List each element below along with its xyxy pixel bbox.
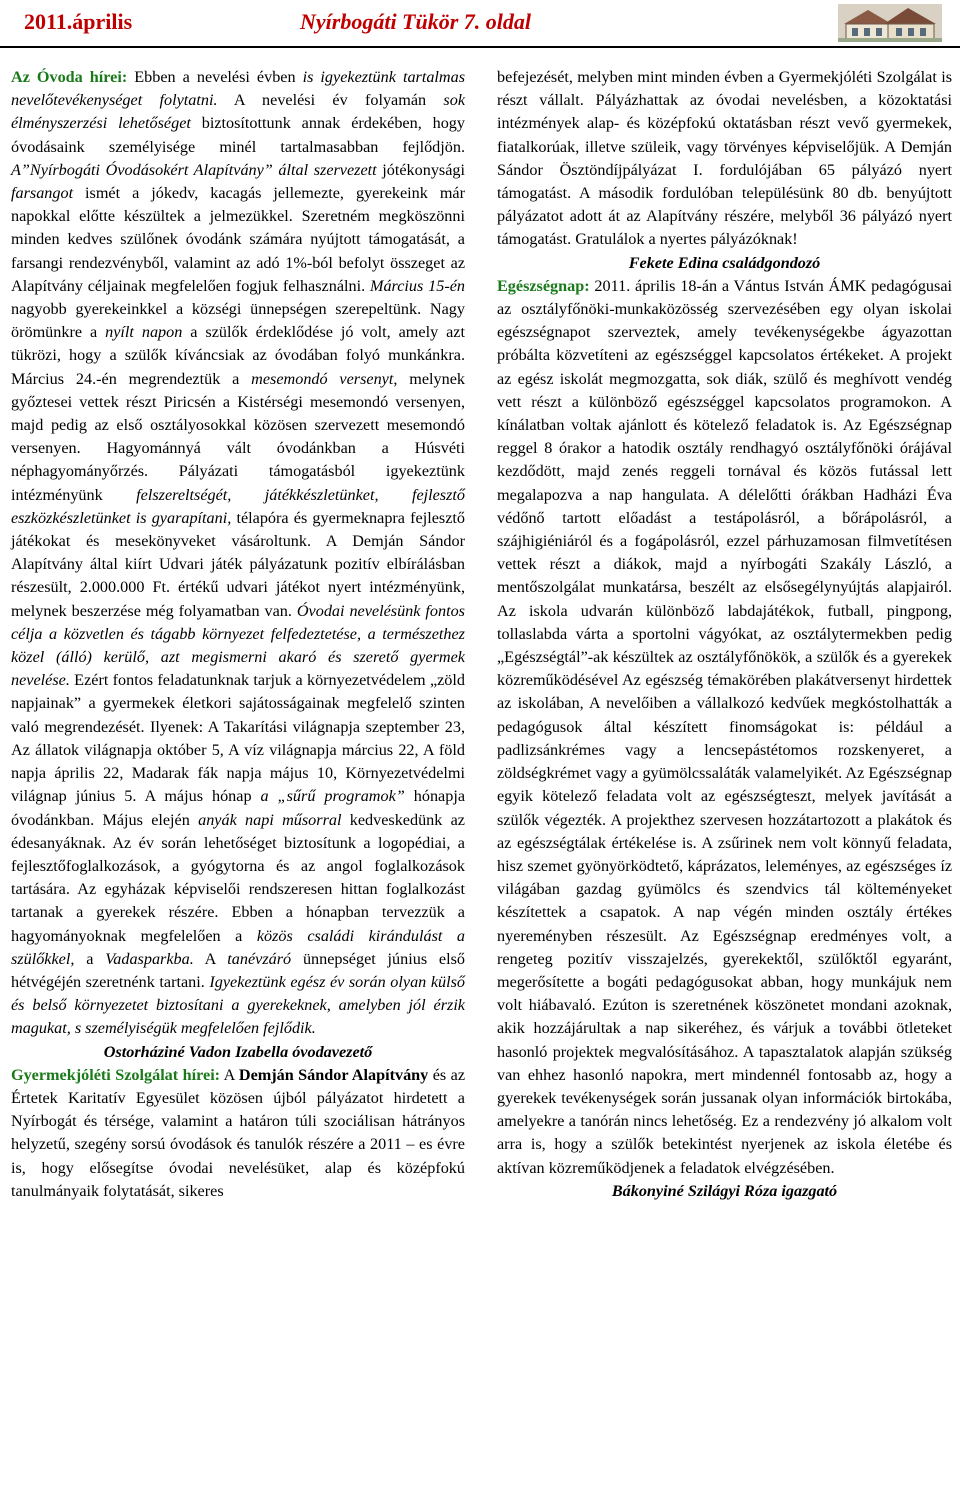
ovoda-text: ünnepséget június első hétvégéjén szeretnénk tartani. <box>11 949 466 991</box>
ovoda-text: mesemondó versenyt <box>251 369 394 388</box>
gyermekjoleti-heading: Gyermekjóléti Szolgálat hírei: <box>11 1065 221 1084</box>
ovoda-text: biztosítottunk annak érdekében, hogy óvodásaink személyisége minél tartalmasabban fejlődjön. <box>11 114 465 156</box>
ovoda-text: a szülők érdeklődése jó volt, amely azt tükrözi, hogy a szülők kíváncsiak az óvodában folyó munkánkra. Március 24.-én megrendeztük a <box>11 323 465 388</box>
right-column <box>497 66 952 1203</box>
ovoda-text: Március 15-én <box>369 276 465 295</box>
gyermekjoleti-continued: befejezését, melyben mint minden évben a Gyermekjóléti Szolgálat is részt vállalt. Pályázhattak az óvodai nevelésben, a közoktatási intézmények alap- és középfokú oktatásban részt vevő gyermekek, fiatalkorúak, illetve szüleik, vagy törvényes képviselőjük. A Demján Sándor Ösztöndíjpályázat I. fordulójában 65 pályázó nyert támogatást. A második fordulóban településünk 80 db. benyújtott pályázatot adott át az Alapítvány részére, melyből 36 pályázó nyert támogatást. Gratulálok a nyertes pályázóknak! <box>497 68 952 249</box>
ovoda-text: , melynek győztesei vettek részt Piricsén a Kistérségi mesemondó versenyen, majd pedig az első osztályosokkal közösen szervezett mesemondó versenyen. Hagyománnyá vált óvodánkban a Húsvéti néphagyományőrzés. Pályázati támogatásból igyekeztünk intézményünk <box>11 369 465 504</box>
egeszsegnap-article <box>497 275 952 1180</box>
ovoda-text: A”Nyírbogáti Óvodásokért Alapítvány” által szervezett <box>11 160 377 179</box>
ovoda-text: A <box>193 949 228 968</box>
ovoda-text: a „sűrű programok” <box>260 787 405 806</box>
ovoda-text: hónapja óvodánkban. Május elején <box>11 787 465 829</box>
ovoda-text: sok élményszerzési lehetőséget <box>11 91 465 133</box>
gyermekjoleti-text: A <box>220 1065 239 1084</box>
header-title: Nyírbogáti Tükör 7. oldal <box>300 9 532 34</box>
egeszsegnap-heading: Egészségnap: <box>497 276 590 295</box>
ovoda-text: a <box>74 949 106 968</box>
ovoda-text: A nevelési év folyamán <box>217 91 444 110</box>
ovoda-text: Vadasparkba. <box>105 949 194 968</box>
egeszsegnap-signature: Bákonyiné Szilágyi Róza igazgató <box>611 1181 838 1200</box>
ovoda-article <box>11 66 465 1041</box>
ovoda-text: Ezért fontos feladatunknak tarjuk a környezetvédelem „zöld napjainak” a gyermekek életkori sajátosságainak megfelelő szinten való megrendezését. Ilyenek: A Takarítási világnapja szeptember 23, Az állatok világnapja október 5, A víz világnapja március 22, A föld napja április 22, Madarak fák napja május 10, Környezetvédelmi világnap június 5. A május hónap <box>11 671 465 806</box>
ovoda-text: Ebben a nevelési évben <box>127 68 303 86</box>
building-logo-icon <box>838 4 942 42</box>
egeszsegnap-text: 2011. április 18-án a Vántus István ÁMK pedagógusai az osztályfőnöki-munkaközösség szervezésében egy olyan iskolai egészségnapot szerveztek, amely tevékenységekbe ágyazottan próbálta közvetíteni az egészséggel kapcsolatos értékeket. A projekt az egész iskolát megmozgatta, sok diák, szülő és meghívott vendég vett részt a különböző egészséggel kapcsolatos programokon. A kínálatban voltak ajánlott és kötelező feladatok is. Az Egészségnap reggel 8 órakor a hatodik osztály rendhagyó osztályfőnöki órájával kezdődött, majd zenés reggeli tornával és közös futással lett megalapozva a nap hangulata. A délelőtti órákban Hadházi Éva védőnő tartott előadást a testápolásról, a bőrápolásról, a szájhigiéniáról és a fogápolásról, ezzel párhuzamosan filmvetítésen vettek részt a diákok, majd a nyírbogáti Szakály László, a mentőszolgálat munkatársa, beszélt az elsősegélynyújtás alapjairól. Az iskola udvarán különböző labdajátékok, futball, pingpong, tollaslabda várta a sportolni vágyókat, az osztálytermekben pedig „Egészségtál”-ak készültek az osztályfőnökök, a szülők és a gyerekek közreműködésével Az egészség témakörében plakátversenyt hirdettek az iskolában, A nevelőiben a vállalkozó kedvűek megkóstolhatták a pedagógusok által készített finomságokat is: például a padlizsánkrémes vagy a lencsepástétomos rozskenyeret, a zöldségkrémet vagy a gyümölcssaláták valamelyikét. Az Egészségnap egyik kötelező feladata volt az egészségteszt, melyek javítását a szülők végezték. A projekthez szervesen hozzátartozott a plakátok és az egészségtálak értékelése is. A zsűrinek nem volt könnyű feladata, hisz szemet gyönyörködtető, káprázatos, leleményes, az egészséges íz világában gazdag gyümölcs és szendvics tál költeményeket készítettek a csapatok. A nap végén minden osztály értékes nyereményben részesült. Az Egészségnap eredményes volt, a rengeteg pozitív visszajelzés, gyerekektől, szülőktől egyaránt, megerősítette a bogáti pedagógusokat abban, hogy munkájuk nem volt hiábavaló. Ezúton is szeretnének köszönetet mondani azoknak, akik hozzájárultak a nap sikeréhez, és várjuk a további ötleteket hasonló projektek megvalósításához. A tapasztalatok alapján szükség van ehhez hasonló napokra, mert mindennél fontosabb az, hogy a gyerekek tevékenységek során jussanak olyan információk birtokába, amelyekre a tanórán nincs lehetőség. Ez a rendezvény jó alkalom volt arra is, hogy a szülők betekintést nyerjenek az iskola életébe és aktívan közreműködjenek a feladatok elvégzésében. <box>497 276 952 1177</box>
header-date: 2011.április <box>24 9 133 34</box>
ovoda-text: Óvodai nevelésünk fontos célja a közvetlen és tágabb környezet felfedeztetése, a természethez közel (álló) kerülő, azt megismerni akaró és szerető gyermek nevelése. <box>11 601 465 690</box>
ovoda-heading: Az Óvoda hírei: <box>11 68 128 86</box>
ovoda-signature: Ostorháziné Vadon Izabella óvodavezető <box>103 1042 373 1061</box>
ovoda-text: télapóra és gyermeknapra fejlesztő játékokat és mesekönyveket vásároltunk. A Demján Sándor Alapítvány által kiírt Udvari játék pályázatunk pozitív elbírálásban részesült, 2.000.000 Ft. értékű udvari játékot nyert intézményünk, melynek beszerzése még folyamatban van. <box>11 508 465 620</box>
page-header <box>0 0 960 48</box>
ovoda-text: is igyekeztünk tartalmas nevelőtevékenységet folytatni. <box>11 68 466 110</box>
ovoda-text: ismét a jókedv, kacagás jellemezte, gyerekeink már napokkal előtte készültek a jelmezükkel. Szeretném megköszönni minden kedves szülőnek óvodánk számára nyújtott támogatását, a farsangi rendezvényből, valamint az adó 1%-ból befolyt összeget az Alapítvány céljainak megfelelően fogjuk felhasználni. <box>11 184 465 295</box>
ovoda-text: nagyobb gyerekeinkkel a községi ünnepségen szerepeltünk. Nagy örömünkre a <box>11 300 465 342</box>
ovoda-text: Igyekeztünk egész év során olyan külső és belső környezetet biztosítani a gyerekeknek, amelyben jól érzik magukat, s személyiségük megfelelően fejlődik. <box>11 972 465 1038</box>
ovoda-text: anyák napi műsorral <box>198 810 342 829</box>
gyermekjoleti-signature: Fekete Edina családgondozó <box>628 253 821 272</box>
ovoda-text: jótékonysági <box>376 160 465 179</box>
ovoda-text: közös családi kirándulást a szülőkkel, <box>11 926 465 968</box>
ovoda-text: tanévzáró <box>227 949 292 968</box>
ovoda-text: kedveskedünk az édesanyáknak. Az év során lehetőséget biztosítunk a logopédiai, a fejlesztőfoglalkozások, a gyógytorna és az angol foglalkozások tartására. Az egyházak képviselői rendszeresen hittan foglalkozást tartanak a gyerekek részére. Ebben a hónapban tervezzük a hagyományoknak megfelelően a <box>11 810 465 945</box>
gyermekjoleti-text: és az Értetek Karitatív Egyesület közösen újból pályázatot hirdetett a Nyírbogát és térsége, valamint a határon túli szociálisan hátrányos helyzetű, szegény sorsú óvodások és tanulók részére a 2011 – es évre is, hogy elősegítse óvodai nevelésüket, alap és középfokú tanulmányaik folytatását, sikeres <box>11 1065 466 1200</box>
ovoda-text: nyílt napon <box>105 323 183 342</box>
gyermekjoleti-text: Demján Sándor Alapítvány <box>238 1065 429 1084</box>
ovoda-text: felszereltségét, játékkészletünket, fejlesztő eszközkészletünket is gyarapítani, <box>11 485 465 527</box>
gyermekjoleti-article <box>11 1064 465 1203</box>
left-column <box>11 66 465 1203</box>
ovoda-text: farsangot <box>11 184 74 203</box>
